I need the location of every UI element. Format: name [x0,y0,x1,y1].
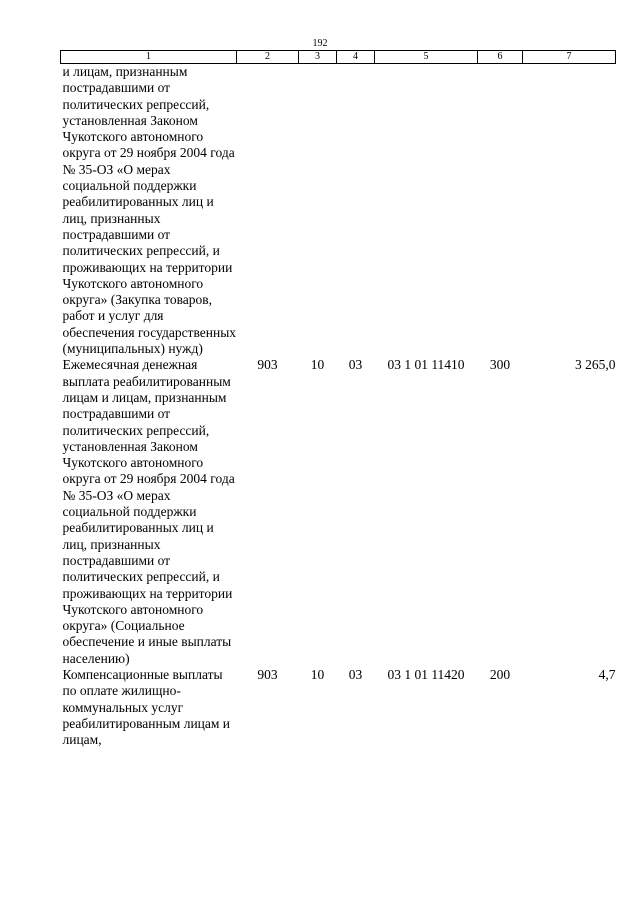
header-col-7: 7 [523,51,616,64]
table-header [61,51,616,64]
row-target-article: 03 1 01 11410 [387,357,465,373]
row-amount: 4,7 [598,666,616,682]
row-section [299,64,337,358]
row-subsection: 03 [348,357,363,373]
row-section: 10 [310,357,325,373]
page-number: 192 [312,38,328,49]
header-col-5: 5 [375,51,478,64]
row-amount [523,64,616,358]
row-name: и лицам, признанным пострадавшими от политических репрессий, установленная Законом Чукотского автономного округа от 29 ноября 2004 года № 35-ОЗ «О мерах социальной поддержки реабилитированных лиц и лиц, признанных пострадавшими от политических репрессий, и проживающих на территории Чукотского автономного округа» (Закупка товаров, работ и услуг для обеспечения государственных (муниципальных) нужд) [62,64,237,357]
header-col-6: 6 [478,51,523,64]
table-row [61,357,616,667]
table-row [61,667,616,748]
row-name: Компенсационные выплаты по оплате жилищно-коммунальных услуг реабилитированным лицам и лицам, [62,666,231,748]
row-amount: 3 265,0 [575,357,616,373]
row-name: Ежемесячная денежная выплата реабилитированным лицам и лицам, признанным пострадавшими от политических репрессий, установленная Законом Чукотского автономного округа от 29 ноября 2004 года № 35-ОЗ «О мерах социальной поддержки реабилитированных лиц и лиц, признанных пострадавшими от политических репрессий, и проживающих на территории Чукотского автономного округа» (Социальное обеспечение и иные выплаты населению) [62,357,235,666]
row-ministry-code: 903 [257,666,278,682]
row-section: 10 [310,666,325,682]
row-subsection: 03 [348,666,363,682]
row-expense-type: 200 [489,666,511,682]
row-expense-type [478,64,523,358]
header-col-4: 4 [337,51,375,64]
table-row [61,64,616,358]
row-ministry-code [237,64,299,358]
budget-table [60,50,616,748]
row-target-article: 03 1 01 11420 [387,666,465,682]
header-col-3: 3 [299,51,337,64]
header-col-1: 1 [61,51,237,64]
row-target-article [375,64,478,358]
table-body [61,64,616,749]
header-col-2: 2 [237,51,299,64]
row-expense-type: 300 [489,357,511,373]
row-ministry-code: 903 [257,357,278,373]
row-subsection [337,64,375,358]
header-row [61,51,616,64]
